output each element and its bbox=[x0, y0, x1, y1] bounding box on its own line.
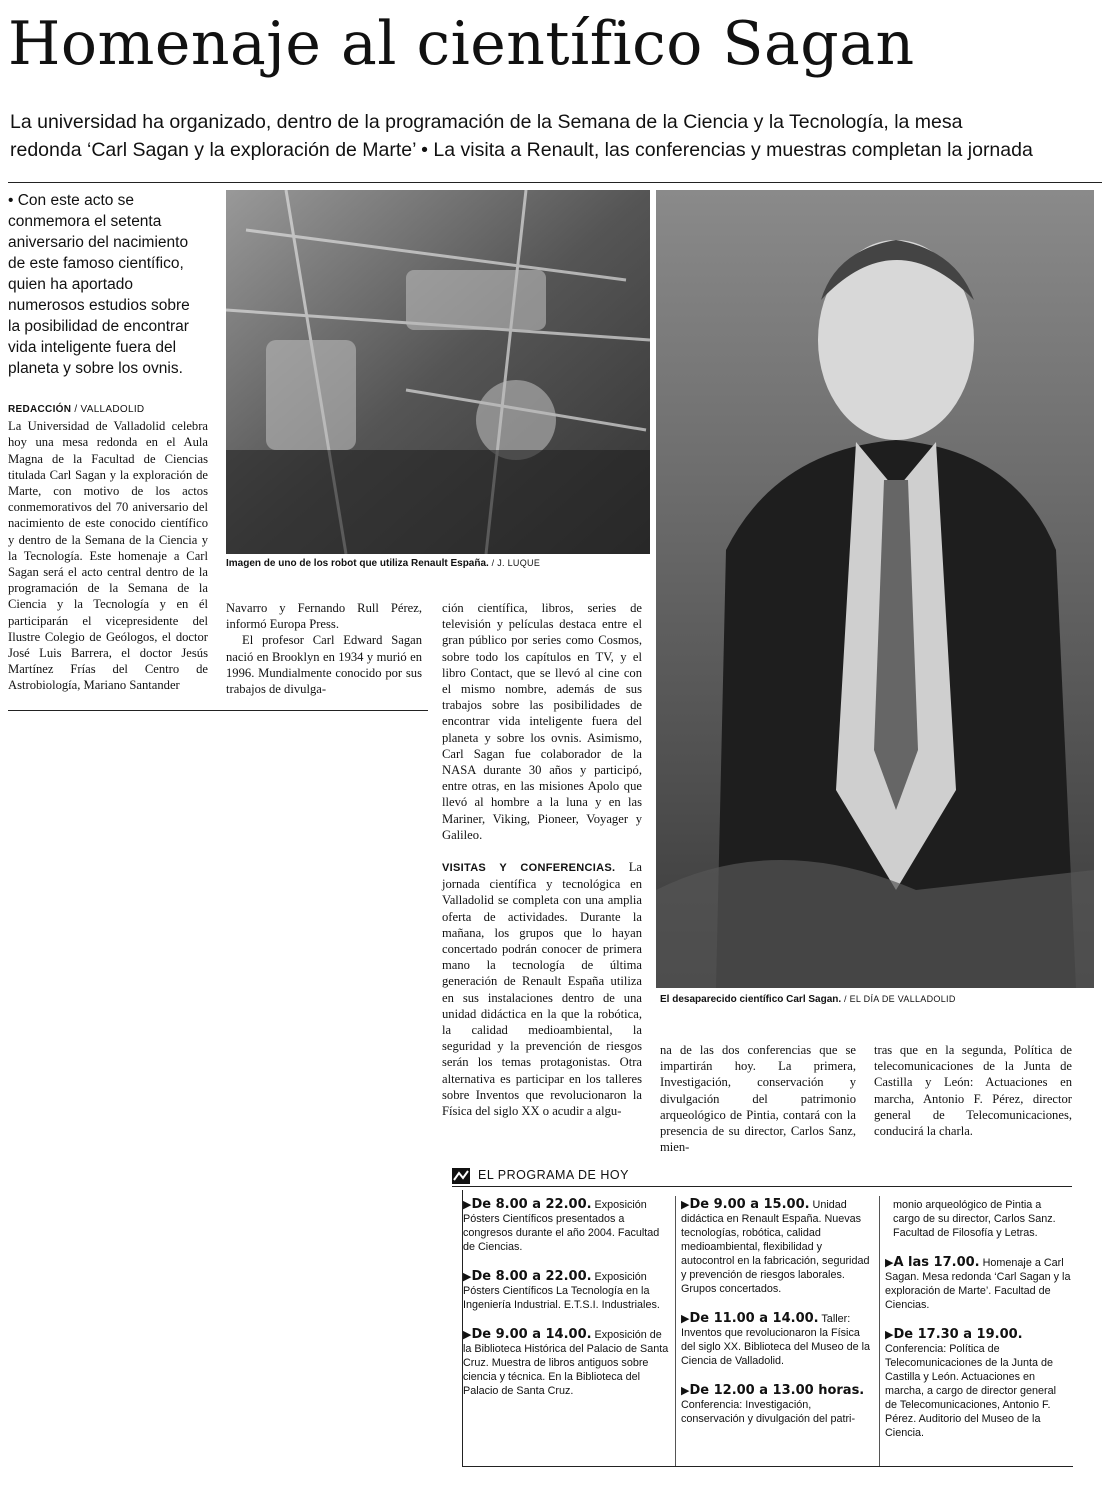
byline-author: REDACCIÓN bbox=[8, 404, 72, 415]
programa-item-time: De 8.00 a 22.00. bbox=[471, 1197, 592, 1212]
programa-title: EL PROGRAMA DE HOY bbox=[478, 1168, 629, 1182]
programa-column-3 bbox=[885, 1198, 1071, 1456]
programa-divider-2 bbox=[879, 1196, 880, 1466]
section-heading: VISITAS Y CONFERENCIAS. bbox=[442, 862, 616, 875]
programa-item: ▶De 8.00 a 22.00. Exposición Pósters Científicos La Tecnología en la Ingeniería Industrial. E.T.S.I. Industriales. bbox=[463, 1269, 660, 1311]
programa-item-time: De 12.00 a 13.00 horas. bbox=[689, 1383, 865, 1398]
article-column-5 bbox=[874, 1042, 1072, 1139]
sagan-photo bbox=[656, 190, 1094, 988]
column-5-text: tras que en la segunda, Política de telecomunicaciones de la Junta de Castilla y León: Actuaciones en marcha, Antonio F. Pérez, director general de Telecomunicaciones, conducirá la charla. bbox=[874, 1043, 1072, 1139]
robot-image-icon bbox=[226, 190, 650, 554]
subheadline-line-1: La universidad ha organizado, dentro de la programación de la Semana de la Ciencia y la Tecnología, la mesa bbox=[10, 111, 963, 133]
subheadline-line-2: redonda ‘Carl Sagan y la exploración de Marte’ • La visita a Renault, las conferencias y muestras completan la jornada bbox=[10, 139, 1033, 161]
robot-photo bbox=[226, 190, 650, 554]
programa-item-text: Exposición de la Biblioteca Histórica del Palacio de Santa Cruz. Muestra de libros antiguos sobre ciencia y técnica. En la Biblioteca del Palacio de Santa Cruz. bbox=[463, 1329, 669, 1397]
programa-item-time: De 9.00 a 15.00. bbox=[689, 1197, 810, 1212]
programa-item-text: Conferencia: Investigación, conservación y divulgación del patri- bbox=[681, 1399, 856, 1425]
column-3-text: ción científica, libros, series de televisión y películas destaca entre el gran público por series como Cosmos, sobre todo los capítulos en TV, y el libro Contact, que se llevó al cine con el mismo nombre, además de sus trabajos sobre las posibilidades de encontrar vida inteligente fuera del planeta y sobre los ovnis. Asimismo, Carl Sagan fue colaborador de la NASA durante 30 años y participó, entre otras, en las misiones Apolo que llevó al hombre a la luna y en las Mariner, Viking, Pioneer, Voyager y Galileo. bbox=[442, 601, 642, 842]
article-column-1 bbox=[8, 402, 208, 694]
programa-divider-1 bbox=[675, 1196, 676, 1466]
robot-caption-credit: / J. LUQUE bbox=[488, 558, 541, 568]
programa-item: ▶A las 17.00. Homenaje a Carl Sagan. Mesa redonda ‘Carl Sagan y la exploración de Marte’. Facultad de Ciencias. bbox=[885, 1255, 1071, 1311]
programa-item-time: De 8.00 a 22.00. bbox=[471, 1269, 592, 1284]
programa-item-continuation: monio arqueológico de Pintia a cargo de su director, Carlos Sanz. Facultad de Filosofía y Letras. bbox=[893, 1199, 1056, 1239]
byline-location: / VALLADOLID bbox=[71, 404, 145, 415]
sagan-photo-caption bbox=[660, 994, 1090, 1005]
column-3-section bbox=[442, 859, 642, 1119]
article-column-3 bbox=[442, 600, 642, 1119]
column-2-text-2: El profesor Carl Edward Sagan nació en Brooklyn en 1934 y murió en 1996. Mundialmente conocido por sus trabajos de divulga- bbox=[226, 633, 422, 697]
programa-item: ▶De 8.00 a 22.00. Exposición Pósters Científicos presentados a congresos durante el año 2004. Facultad de Ciencias. bbox=[463, 1197, 660, 1253]
headline: Homenaje al científico Sagan bbox=[8, 9, 915, 79]
programa-item-text: Unidad didáctica en Renault España. Nuevas tecnologías, robótica, calidad medioambiental, flexibilidad y autocontrol en la fabricación, seguridad y prevención de riesgos laborales. Grupos concertados. bbox=[681, 1199, 870, 1295]
programa-item-time: A las 17.00. bbox=[893, 1255, 980, 1270]
column-4-text: na de las dos conferencias que se impartirán hoy. La primera, Investigación, conservación y divulgación del patrimonio arqueológico de Pintia, contará con la presencia de su director, Carlos Sanz, mien- bbox=[660, 1043, 856, 1155]
programa-column-1 bbox=[463, 1198, 669, 1414]
sagan-caption-text: El desaparecido científico Carl Sagan. bbox=[660, 994, 842, 1005]
article-column-2 bbox=[226, 600, 422, 697]
programa-item: ▶De 9.00 a 14.00. Exposición de la Biblioteca Histórica del Palacio de Santa Cruz. Muestra de libros antiguos sobre ciencia y técnica. En la Biblioteca del Palacio de Santa Cruz. bbox=[463, 1327, 669, 1397]
programa-item: ▶De 11.00 a 14.00. Taller: Inventos que revolucionaron la Física del siglo XX. Biblioteca del Museo de la Ciencia de Valladolid. bbox=[681, 1311, 871, 1367]
robot-caption-text: Imagen de uno de los robot que utiliza Renault España. bbox=[226, 558, 489, 569]
column-1-text: La Universidad de Valladolid celebra hoy una mesa redonda en el Aula Magna de la Facultad de Ciencias titulada Carl Sagan y la exploración de Marte, con motivo de los actos conmemorativos del 70 aniversario del nacimiento de este conocido científico y dentro de la Semana de la Ciencia y la Tecnología. Este homenaje a Carl Sagan será el acto central dentro de la programación de la Semana de la Ciencia y la Tecnología y en él participarán el vicepresidente del Ilustre Colegio de Geólogos, el doctor José Luis Barrera, el doctor Jesús Martínez Frías del Centro de Astrobiología, Mariano Santander bbox=[8, 419, 208, 693]
programa-header bbox=[452, 1166, 1072, 1186]
programa-item-text: Conferencia: Política de Telecomunicaciones de la Junta de Castilla y León. Actuaciones en marcha, a cargo de director general de Telecomunicaciones, Antonio F. Pérez. Auditorio del Museo de la Ciencia. bbox=[885, 1343, 1057, 1439]
programa-item-text: Exposición Pósters Científicos presentados a congresos durante el año 2004. Facultad de Ciencias. bbox=[463, 1199, 660, 1253]
column-2-text-1: Navarro y Fernando Rull Pérez, informó Europa Press. bbox=[226, 601, 422, 632]
sagan-caption-credit: / EL DÍA DE VALLADOLID bbox=[841, 994, 956, 1004]
programa-item-text: Homenaje a Carl Sagan. Mesa redonda ‘Carl Sagan y la exploración de Marte’. Facultad de Ciencias. bbox=[885, 1257, 1071, 1311]
programa-item-text: Exposición Pósters Científicos La Tecnología en la Ingeniería Industrial. E.T.S.I. Industriales. bbox=[463, 1271, 660, 1311]
programa-item: ▶De 17.30 a 19.00. Conferencia: Política de Telecomunicaciones de la Junta de Castilla y León. Actuaciones en marcha, a cargo de director general de Telecomunicaciones, Antonio F. Pérez. Auditorio del Museo de la Ciencia. bbox=[885, 1327, 1057, 1439]
lead-paragraph: • Con este acto se conmemora el setenta aniversario del nacimiento de este famoso científico, quien ha aportado numerosos estudios sobre la posibilidad de encontrar vida inteligente fuera del planeta y sobre los ovnis. bbox=[8, 192, 190, 377]
column-3-text-2: La jornada científica y tecnológica en Valladolid se completa con una amplia oferta de actividades. Durante la mañana, los grupos que lo hayan concertado podrán conocer de primera mano la tecnología de última generación de Renault España utiliza en sus instalaciones dentro de una unidad didáctica en la que la robótica, la calidad medioambiental, la seguridad y la prevención de riesgos serán los temas protagonistas. Otra alternativa es participar en los talleres sobre Inventos que revolucionaron la Física del siglo XX o acudir a algu- bbox=[442, 860, 642, 1119]
robot-photo-caption bbox=[226, 558, 650, 569]
header-rule bbox=[8, 182, 1102, 183]
programa-item-time: De 17.30 a 19.00. bbox=[893, 1327, 1023, 1342]
programa-item: ▶De 12.00 a 13.00 horas. Conferencia: Investigación, conservación y divulgación del patri- bbox=[681, 1383, 865, 1425]
programa-item-time: De 9.00 a 14.00. bbox=[471, 1327, 592, 1342]
byline bbox=[8, 402, 208, 418]
programa-item-text: Taller: Inventos que revolucionaron la Física del siglo XX. Biblioteca del Museo de la Ciencia de Valladolid. bbox=[681, 1313, 871, 1367]
portrait-image-icon bbox=[656, 190, 1094, 988]
subheadline bbox=[10, 108, 1100, 164]
column-1-bottom-rule bbox=[8, 710, 428, 711]
zigzag-logo-icon bbox=[452, 1168, 470, 1184]
article-column-4 bbox=[660, 1042, 856, 1155]
programa-item-time: De 11.00 a 14.00. bbox=[689, 1311, 819, 1326]
programa-column-2 bbox=[681, 1198, 873, 1442]
programa-box bbox=[462, 1190, 1073, 1467]
programa-top-rule bbox=[452, 1186, 1072, 1187]
programa-item: ▶De 9.00 a 15.00. Unidad didáctica en Renault España. Nuevas tecnologías, robótica, calidad medioambiental, flexibilidad y autocontrol en la fabricación, seguridad y prevención de riesgos laborales. Grupos concertados. bbox=[681, 1197, 870, 1295]
